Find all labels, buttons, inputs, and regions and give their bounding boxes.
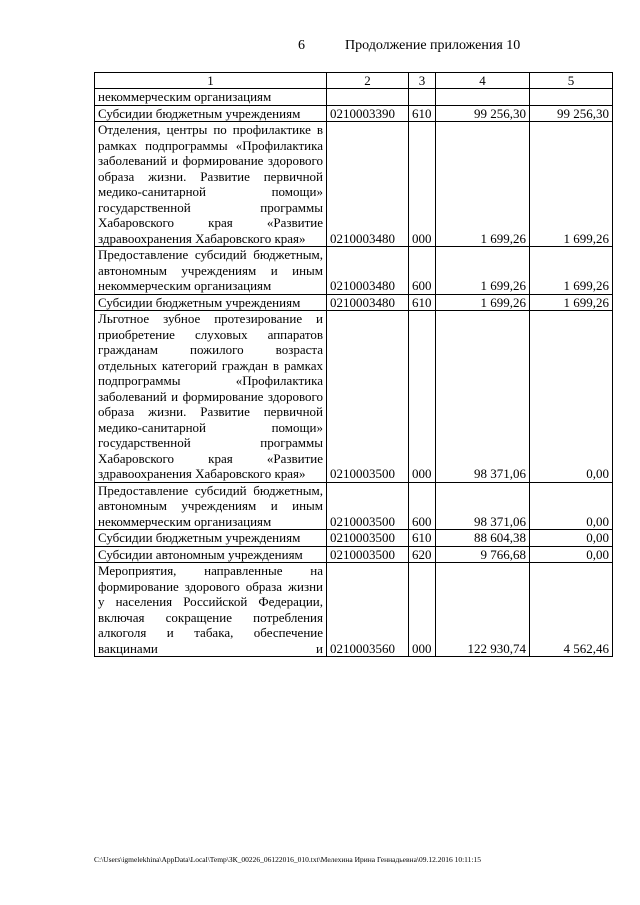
row-kind: 000 [409,311,436,483]
row-kind: 000 [409,563,436,657]
row-value-1: 99 256,30 [436,105,530,122]
file-path-footer: C:\Users\igmelekhina\AppData\Local\Temp\ЗК_00226_06122016_010.txt\Мелехина Ирина Геннадьевна\09.12.2016 10:11:15 [94,855,481,864]
row-code [327,89,409,106]
row-value-2: 0,00 [530,546,613,563]
row-value-1: 1 699,26 [436,247,530,295]
row-name: Отделения, центры по профилактике в рамках подпрограммы «Профилактика заболеваний и формирование здорового образа жизни. Развитие первичной медико-санитарной помощи» государственной программы Хабаровского края «Развитие здравоохранения Хабаровского края» [95,122,327,247]
row-value-2 [530,89,613,106]
row-name: Мероприятия, направленные на формирование здорового образа жизни у населения Российской Федерации, включая сокращение потребления алкоголя и табака, обеспечение вакцинами и [95,563,327,657]
column-header: 1 [95,73,327,89]
row-code: 0210003500 [327,530,409,547]
row-value-2: 1 699,26 [530,247,613,295]
row-value-1: 98 371,06 [436,311,530,483]
row-code: 0210003500 [327,546,409,563]
page-number: 6 [298,38,305,53]
row-value-2: 4 562,46 [530,563,613,657]
column-header: 5 [530,73,613,89]
table-row [95,294,613,311]
table-row [95,482,613,530]
table-row [95,546,613,563]
page-header [0,38,640,58]
row-code: 0210003480 [327,122,409,247]
budget-table [94,72,613,657]
row-value-2: 0,00 [530,482,613,530]
row-code: 0210003500 [327,311,409,483]
row-value-2: 0,00 [530,530,613,547]
table-row [95,89,613,106]
row-name: некоммерческим организациям [95,89,327,106]
table-row [95,122,613,247]
row-code: 0210003560 [327,563,409,657]
table-row [95,247,613,295]
row-code: 0210003500 [327,482,409,530]
row-code: 0210003480 [327,247,409,295]
row-name: Субсидии бюджетным учреждениям [95,530,327,547]
row-name: Предоставление субсидий бюджетным, автономным учреждениям и иным некоммерческим организациям [95,247,327,295]
row-code: 0210003390 [327,105,409,122]
column-header: 3 [409,73,436,89]
row-value-1: 1 699,26 [436,122,530,247]
table-row [95,311,613,483]
row-value-1: 9 766,68 [436,546,530,563]
row-kind: 610 [409,530,436,547]
row-value-1: 122 930,74 [436,563,530,657]
row-kind: 610 [409,294,436,311]
row-value-1 [436,89,530,106]
table-row [95,105,613,122]
row-name: Субсидии бюджетным учреждениям [95,294,327,311]
row-code: 0210003480 [327,294,409,311]
row-value-2: 1 699,26 [530,294,613,311]
row-name: Субсидии бюджетным учреждениям [95,105,327,122]
row-value-1: 88 604,38 [436,530,530,547]
table-header-row [95,73,613,89]
row-kind: 610 [409,105,436,122]
row-value-2: 0,00 [530,311,613,483]
row-name: Предоставление субсидий бюджетным, автономным учреждениям и иным некоммерческим организациям [95,482,327,530]
row-kind [409,89,436,106]
row-kind: 620 [409,546,436,563]
row-value-2: 99 256,30 [530,105,613,122]
row-name: Субсидии автономным учреждениям [95,546,327,563]
row-kind: 000 [409,122,436,247]
row-name: Льготное зубное протезирование и приобретение слуховых аппаратов гражданам пожилого возраста отдельных категорий граждан в рамках подпрограммы «Профилактика заболеваний и формирование здорового образа жизни. Развитие первичной медико-санитарной помощи» государственной программы Хабаровского края «Развитие здравоохранения Хабаровского края» [95,311,327,483]
table-row [95,530,613,547]
table-row [95,563,613,657]
row-kind: 600 [409,247,436,295]
row-kind: 600 [409,482,436,530]
column-header: 2 [327,73,409,89]
row-value-1: 98 371,06 [436,482,530,530]
row-value-2: 1 699,26 [530,122,613,247]
row-value-1: 1 699,26 [436,294,530,311]
column-header: 4 [436,73,530,89]
appendix-caption: Продолжение приложения 10 [345,38,521,53]
